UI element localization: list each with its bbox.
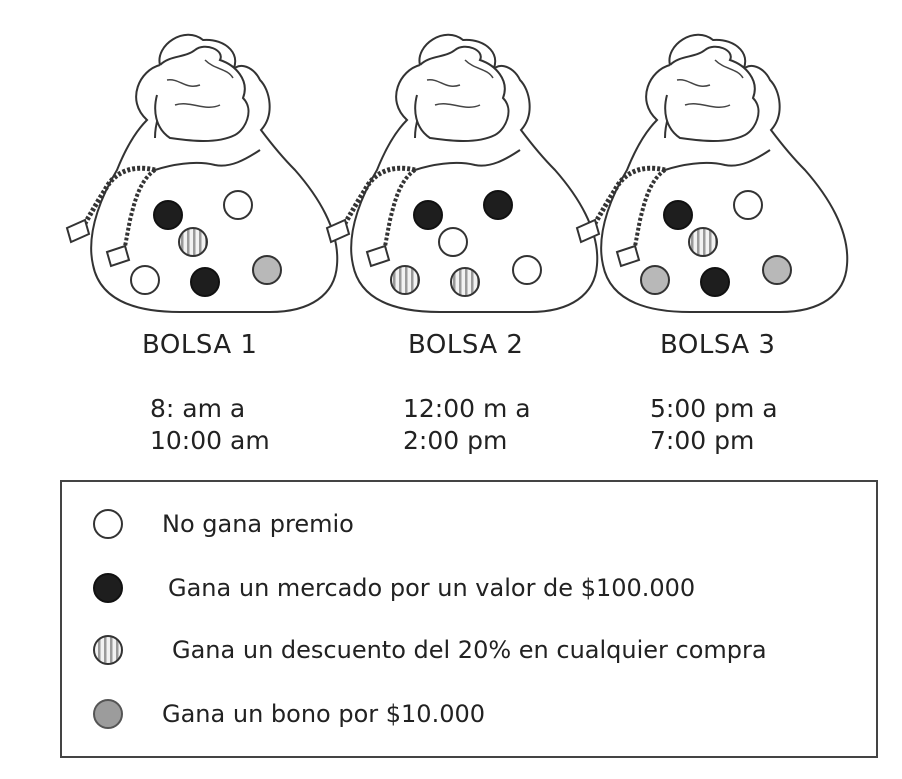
legend-item-market	[62, 568, 878, 608]
bag-1-time-end: 10:00 am	[150, 426, 270, 455]
striped-ball	[391, 266, 419, 294]
legend-text-bonus: Gana un bono por $10.000	[162, 700, 486, 728]
white-ball	[131, 266, 159, 294]
legend-text-discount: Gana un descuento del 20% en cualquier compra	[172, 636, 767, 664]
bag-1-time-start: 8: am a	[150, 394, 246, 423]
bag-3	[577, 35, 847, 312]
bag-3-time-end: 7:00 pm	[650, 426, 755, 455]
bag-3-schedule	[650, 393, 778, 457]
white-ball	[224, 191, 252, 219]
black-ball	[664, 201, 692, 229]
bag-2	[327, 35, 597, 312]
black-ball-icon	[92, 572, 124, 604]
striped-ball	[689, 228, 717, 256]
black-ball	[154, 201, 182, 229]
white-ball	[439, 228, 467, 256]
gray-ball	[253, 256, 281, 284]
white-ball-icon	[92, 508, 124, 540]
bag-2-label: BOLSA 2	[408, 330, 524, 360]
black-ball	[414, 201, 442, 229]
bag-2-time-end: 2:00 pm	[403, 426, 508, 455]
black-ball	[191, 268, 219, 296]
bag-3-label: BOLSA 3	[660, 330, 776, 360]
legend-text-no-prize: No gana premio	[162, 510, 354, 538]
striped-ball	[451, 268, 479, 296]
bag-1-label: BOLSA 1	[142, 330, 258, 360]
striped-ball-icon	[92, 634, 124, 666]
bags-illustration	[0, 0, 902, 330]
black-ball	[701, 268, 729, 296]
white-ball	[513, 256, 541, 284]
black-ball	[484, 191, 512, 219]
gray-ball-icon	[92, 698, 124, 730]
striped-ball	[179, 228, 207, 256]
legend-box	[60, 480, 878, 758]
bag-3-time-start: 5:00 pm a	[650, 394, 778, 423]
bag-1-schedule	[150, 393, 270, 457]
bag-1	[67, 35, 337, 312]
bag-2-schedule	[403, 393, 531, 457]
legend-item-no-prize	[62, 504, 878, 544]
gray-ball	[763, 256, 791, 284]
gray-ball	[641, 266, 669, 294]
bag-2-time-start: 12:00 m a	[403, 394, 531, 423]
legend-item-bonus	[62, 694, 878, 734]
legend-item-discount	[62, 630, 878, 670]
white-ball	[734, 191, 762, 219]
legend-text-market: Gana un mercado por un valor de $100.000	[168, 574, 696, 602]
